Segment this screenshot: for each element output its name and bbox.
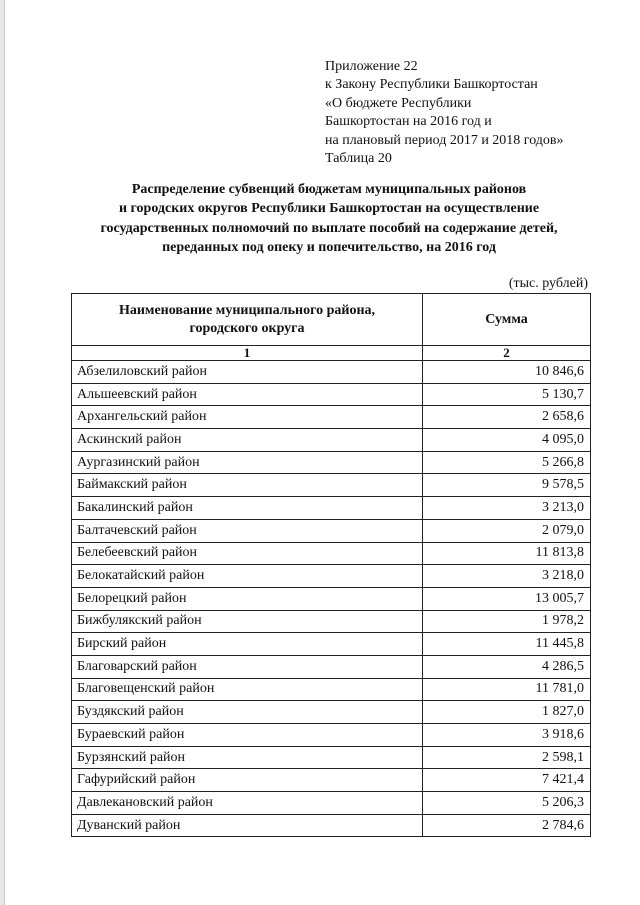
appendix-line: «О бюджете Республики — [325, 95, 472, 111]
subsidy-table — [71, 293, 591, 837]
district-name: Альшеевский район — [72, 383, 423, 406]
district-name: Баймакский район — [72, 474, 423, 497]
column-number: 1 — [72, 346, 423, 361]
subsidy-amount: 11 813,8 — [423, 542, 591, 565]
district-name: Белокатайский район — [72, 565, 423, 588]
table-row — [72, 383, 591, 406]
subsidy-amount: 4 095,0 — [423, 429, 591, 452]
district-name: Бирский район — [72, 633, 423, 656]
district-name: Белорецкий район — [72, 587, 423, 610]
district-name: Бижбулякский район — [72, 610, 423, 633]
page-edge — [0, 0, 5, 905]
unit-note: (тыс. рублей) — [508, 276, 588, 291]
district-name: Давлекановский район — [72, 792, 423, 815]
column-number: 2 — [423, 346, 591, 361]
table-row — [72, 633, 591, 656]
table-row — [72, 746, 591, 769]
subsidy-amount: 2 079,0 — [423, 519, 591, 542]
subsidy-amount: 9 578,5 — [423, 474, 591, 497]
district-name: Бакалинский район — [72, 497, 423, 520]
title-line: государственных полномочий по выплате пособий на содержание детей, — [100, 220, 558, 236]
appendix-line: Приложение 22 — [325, 59, 418, 74]
appendix-line: Таблица 20 — [325, 151, 392, 167]
table-row — [72, 587, 591, 610]
appendix-line: на плановый период 2017 и 2018 годов» — [325, 132, 564, 148]
amount-column-header: Сумма — [423, 294, 591, 346]
district-name: Благоварский район — [72, 655, 423, 678]
appendix-reference — [325, 58, 625, 168]
title-line: и городских округов Республики Башкортостан на осуществление — [118, 201, 540, 217]
district-name: Абзелиловский район — [72, 361, 423, 384]
table-row — [72, 474, 591, 497]
subsidy-amount: 11 445,8 — [423, 633, 591, 656]
table-row — [72, 406, 591, 429]
district-name: Гафурийский район — [72, 769, 423, 792]
title-line: Распределение субвенций бюджетам муниципальных районов — [131, 182, 527, 197]
table-row — [72, 519, 591, 542]
subsidy-amount: 1 978,2 — [423, 610, 591, 633]
table-row — [72, 655, 591, 678]
subsidy-amount: 4 286,5 — [423, 655, 591, 678]
district-name: Бурзянский район — [72, 746, 423, 769]
subsidy-amount: 10 846,6 — [423, 361, 591, 384]
district-name: Аскинский район — [72, 429, 423, 452]
table-row — [72, 565, 591, 588]
subsidy-amount: 11 781,0 — [423, 678, 591, 701]
appendix-line: Башкортостан на 2016 год и — [325, 114, 492, 130]
table-row — [72, 814, 591, 837]
table-row — [72, 542, 591, 565]
district-name: Балтачевский район — [72, 519, 423, 542]
table-row — [72, 429, 591, 452]
name-header-line2: городского округа — [189, 320, 305, 336]
title-line: переданных под опеку и попечительство, на 2016 год — [162, 239, 496, 255]
subsidy-amount: 2 598,1 — [423, 746, 591, 769]
document-title — [60, 180, 598, 257]
table-row — [72, 610, 591, 633]
appendix-line: к Закону Республики Башкортостан — [325, 77, 538, 93]
district-name: Аургазинский район — [72, 451, 423, 474]
subsidy-amount: 7 421,4 — [423, 769, 591, 792]
district-name: Белебеевский район — [72, 542, 423, 565]
table-row — [72, 451, 591, 474]
column-number-row — [72, 346, 591, 361]
subsidy-amount: 3 218,0 — [423, 565, 591, 588]
district-name: Бураевский район — [72, 724, 423, 747]
subsidy-amount: 2 658,6 — [423, 406, 591, 429]
subsidy-amount: 13 005,7 — [423, 587, 591, 610]
subsidy-amount: 3 213,0 — [423, 497, 591, 520]
subsidy-amount: 3 918,6 — [423, 724, 591, 747]
subsidy-amount: 5 206,3 — [423, 792, 591, 815]
table-row — [72, 701, 591, 724]
table-body — [72, 361, 591, 837]
name-header-line1: Наименование муниципального района, — [118, 302, 376, 318]
table-row — [72, 724, 591, 747]
table-row — [72, 769, 591, 792]
table-row — [72, 678, 591, 701]
district-name: Архангельский район — [72, 406, 423, 429]
subsidy-amount: 5 266,8 — [423, 451, 591, 474]
name-column-header — [72, 294, 423, 346]
table-header-row — [72, 294, 591, 346]
table-row — [72, 792, 591, 815]
table-row — [72, 361, 591, 384]
subsidy-amount: 2 784,6 — [423, 814, 591, 837]
subsidy-amount: 5 130,7 — [423, 383, 591, 406]
district-name: Дуванский район — [72, 814, 423, 837]
district-name: Буздякский район — [72, 701, 423, 724]
table-row — [72, 497, 591, 520]
district-name: Благовещенский район — [72, 678, 423, 701]
subsidy-amount: 1 827,0 — [423, 701, 591, 724]
